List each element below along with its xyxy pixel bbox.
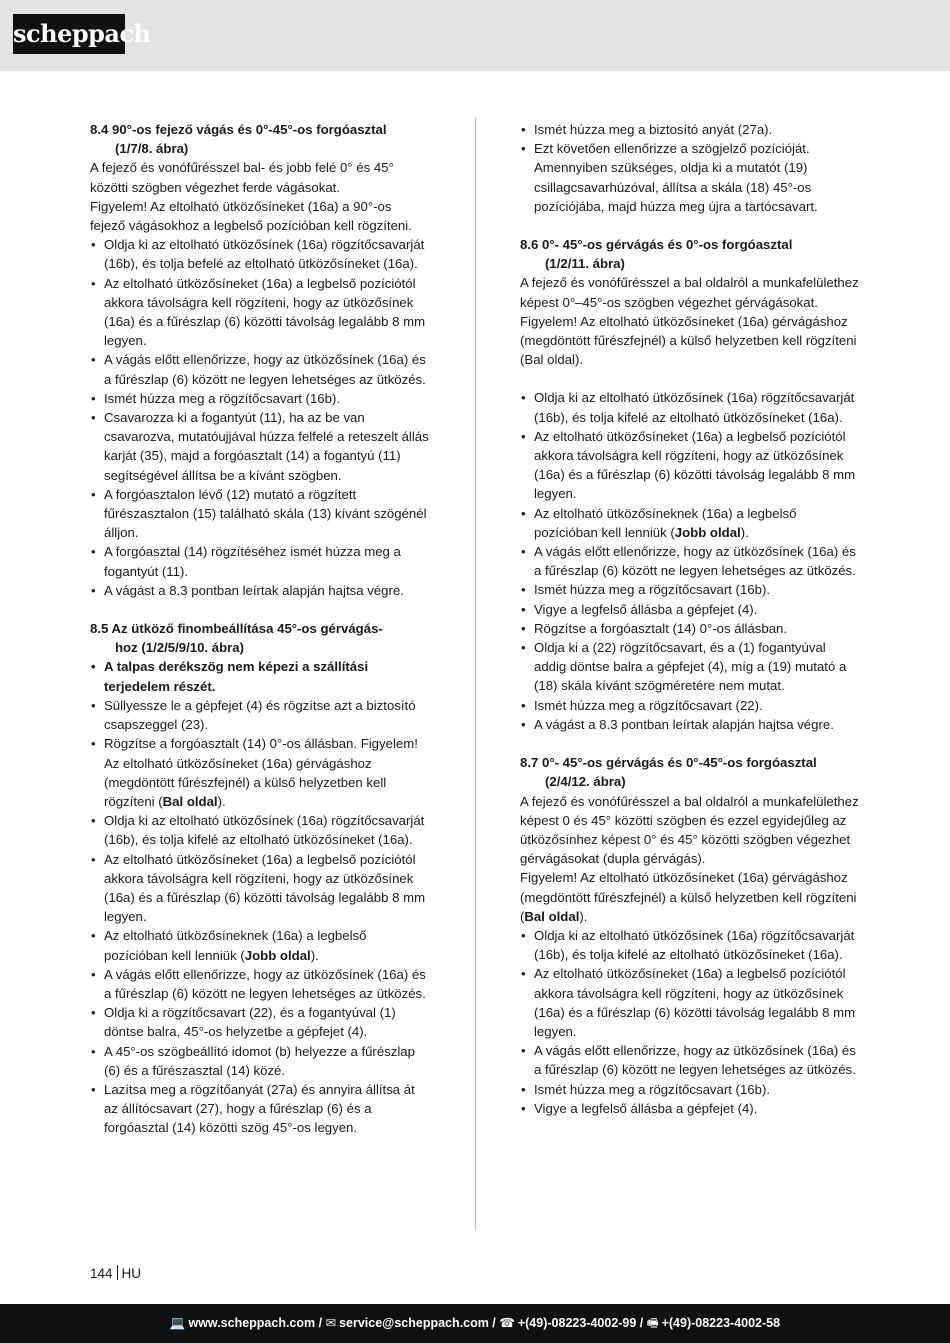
left-column <box>90 120 430 1138</box>
list-item: • Ismét húzza meg a biztosító anyát (27a). <box>520 120 860 139</box>
section-8-6-intro: A fejező és vonófűrésszel a bal oldalról a munkafelülethez képest 0°–45°-os szögben végezhet gérvágásokat. <box>520 275 859 310</box>
heading-line-1: 8.6 0°- 45°-os gérvágás és 0°-os forgóasztal <box>520 237 793 253</box>
scheppach-logo: scheppach <box>13 14 125 54</box>
page-number: 144 <box>90 1266 113 1281</box>
phone-number: +(49)-08223-4002-99 / <box>517 1316 644 1330</box>
phone-icon: ☎ <box>499 1316 515 1330</box>
section-8-6-warning: Figyelem! Az eltolható ütközősíneket (16a) gérvágáshoz (megdöntött fűrészfejnél) a külső helyzetben kell rögzíteni (Bal oldal). <box>520 313 857 368</box>
list-item: • Rögzítse a forgóasztalt (14) 0°-os állásban. <box>520 619 860 638</box>
list-item: • Vigye a legfelső állásba a gépfejet (4). <box>520 1099 860 1118</box>
list-item: • Ezt követően ellenőrizze a szögjelző pozícióját. Amennyiben szükséges, oldja ki a mutatót (19) csillagcsavarhúzóval, állítsa a skála (18) 45°-os pozíciójába, majd húzza meg újra a tartócsavart. <box>520 139 860 216</box>
page-footer <box>90 1265 141 1283</box>
section-8-7-intro: A fejező és vonófűrésszel a bal oldalról a munkafelülethez képest 0 és 45° közötti szögben és ezzel egyidejűleg az ütközősínhez képest 0° és 45° közötti szögben végezhet gérvágásokat (dupla gérvágás). <box>520 793 859 867</box>
section-8-5-list <box>90 657 430 1137</box>
list-item: • Az eltolható ütközősíneknek (16a) a legbelső pozícióban kell lenniük (Jobb oldal). <box>520 504 860 542</box>
language-code: HU <box>121 1266 142 1281</box>
heading-line-1: 8.4 90°-os fejező vágás és 0°-45°-os forgóasztal <box>90 122 387 137</box>
section-8-5-heading <box>90 619 430 657</box>
list-item: • Ismét húzza meg a rögzítőcsavart (16b). <box>90 389 430 408</box>
section-8-4-warning: Figyelem! Az eltolható ütközősíneket (16a) a 90°-os fejező vágásokhoz a legbelső pozícióban kell rögzíteni. <box>90 198 412 234</box>
computer-icon: 💻 <box>169 1316 186 1330</box>
list-item: • A vágás előtt ellenőrizze, hogy az ütközősínek (16a) és a fűrészlap (6) között ne legyen lehetséges az ütközés. <box>520 542 860 580</box>
list-item: • Lazítsa meg a rögzítőanyát (27a) és annyira állítsa át az állítócsavart (27), hogy a fűrészlap (6) és a forgóasztal (14) közötti szög 45°-os legyen. <box>90 1080 430 1138</box>
list-item: • A 45°-os szögbeállító idomot (b) helyezze a fűrészlap (6) és a fűrészasztal (14) közé. <box>90 1042 430 1080</box>
section-8-6-heading <box>520 235 860 273</box>
heading-line-2: (1/7/8. ábra) <box>115 141 189 157</box>
list-item: • Oldja ki az eltolható ütközősínek (16a) rögzítőcsavarját (16b), és tolja kifelé az eltolható ütközősíneket (16a). <box>520 926 860 964</box>
list-item: • A vágás előtt ellenőrizze, hogy az ütközősínek (16a) és a fűrészlap (6) között ne legyen lehetséges az ütközés. <box>520 1041 860 1079</box>
list-item: • A vágást a 8.3 pontban leírtak alapján hajtsa végre. <box>90 581 430 600</box>
list-item: • A vágást a 8.3 pontban leírtak alapján hajtsa végre. <box>520 715 860 734</box>
list-item: • A forgóasztal (14) rögzítéséhez ismét húzza meg a fogantyút (11). <box>90 542 430 580</box>
list-item: • Rögzítse a forgóasztalt (14) 0°-os állásban. Figyelem! Az eltolható ütközősíneket (16a) gérvágáshoz (megdöntött fűrészfejnél) a külső helyzetben kell rögzíteni (Bal oldal). <box>90 734 430 811</box>
column-divider <box>475 118 476 1230</box>
heading-line-2: (2/4/12. ábra) <box>545 774 626 790</box>
list-item: • Az eltolható ütközősíneknek (16a) a legbelső pozícióban kell lenniük (Jobb oldal). <box>90 926 430 964</box>
website-link[interactable]: www.scheppach.com / <box>188 1316 323 1330</box>
list-item: • Az eltolható ütközősíneket (16a) a legbelső pozíciótól akkora távolságra kell rögzíteni, hogy az ütközősínek (16a) és a fűrészlap (6) közötti távolság legalább 8 mm legyen. <box>90 850 430 927</box>
section-8-7-warning: Figyelem! Az eltolható ütközősíneket (16a) gérvágáshoz (megdöntött fűrészfejnél) a külső helyzetben kell rögzíteni (Bal oldal). <box>520 870 857 924</box>
list-item: • Az eltolható ütközősíneket (16a) a legbelső pozíciótól akkora távolságra kell rögzíteni, hogy az ütközősínek (16a) és a fűrészlap (6) közötti távolság legalább 8 mm legyen. <box>520 964 860 1041</box>
mail-icon: ✉ <box>325 1316 337 1330</box>
contact-bar <box>0 1304 950 1343</box>
right-column <box>520 120 860 1118</box>
list-item: • Ismét húzza meg a rögzítőcsavart (22). <box>520 696 860 715</box>
list-item: • A vágás előtt ellenőrizze, hogy az ütközősínek (16a) és a fűrészlap (6) között ne legyen lehetséges az ütközés. <box>90 965 430 1003</box>
list-item: • Csavarozza ki a fogantyút (11), ha az be van csavarozva, mutatóujjával húzza felfelé a reteszelt állás karját (35), majd a forgóasztalt (14) a fogantyú (11) segítségével állítsa be a kívánt szögben. <box>90 408 430 485</box>
list-item: • Ismét húzza meg a rögzítőcsavart (16b). <box>520 580 860 599</box>
email-link[interactable]: service@scheppach.com / <box>339 1316 496 1330</box>
list-item: • Oldja ki a (22) rögzítőcsavart, és a (1) fogantyúval addig döntse balra a gépfejet (4), míg a (19) mutató a (18) skála kívánt szögméretére nem mutat. <box>520 638 860 696</box>
heading-line-2: hoz (1/2/5/9/10. ábra) <box>115 640 244 656</box>
list-item: • Süllyessze le a gépfejet (4) és rögzítse azt a biztosító csapszeggel (23). <box>90 696 430 734</box>
header-bar <box>0 0 950 71</box>
list-item: • A forgóasztalon lévő (12) mutató a rögzített fűrészasztalon (15) található skála (13) kívánt szögénél álljon. <box>90 485 430 543</box>
heading-line-1: 8.7 0°- 45°-os gérvágás és 0°-45°-os forgóasztal <box>520 755 817 771</box>
section-8-4-intro: A fejező és vonófűrésszel bal- és jobb felé 0° és 45° közötti szögben végezhet ferde vágásokat. <box>90 160 394 195</box>
list-item: • Ismét húzza meg a rögzítőcsavart (16b). <box>520 1080 860 1099</box>
list-item-bold: • A talpas derékszög nem képezi a szállítási terjedelem részét. <box>90 657 430 695</box>
list-item: • Az eltolható ütközősíneket (16a) a legbelső pozíciótól akkora távolságra kell rögzíteni, hogy az ütközősínek (16a) és a fűrészlap (6) közötti távolság legalább 8 mm legyen. <box>520 427 860 504</box>
section-8-4-list <box>90 235 430 600</box>
list-item: • Oldja ki az eltolható ütközősínek (16a) rögzítőcsavarját (16b), és tolja befelé az eltolható ütközősíneket (16a). <box>90 235 430 273</box>
fax-icon: 🖷 <box>646 1316 659 1330</box>
list-item: • Oldja ki az eltolható ütközősínek (16a) rögzítőcsavarját (16b), és tolja kifelé az eltolható ütközősíneket (16a). <box>520 388 860 426</box>
list-item: • Az eltolható ütközősíneket (16a) a legbelső pozíciótól akkora távolságra kell rögzíteni, hogy az ütközősínek (16a) és a fűrészlap (6) közötti távolság legalább 8 mm legyen. <box>90 274 430 351</box>
section-8-7-list <box>520 926 860 1118</box>
list-item: • Vigye a legfelső állásba a gépfejet (4). <box>520 600 860 619</box>
list-item: • Oldja ki a rögzítőcsavart (22), és a fogantyúval (1) döntse balra, 45°-os helyzetbe a gépfejet (4). <box>90 1003 430 1041</box>
continued-list <box>520 120 860 216</box>
section-8-4-heading <box>90 120 430 158</box>
section-8-6-list <box>520 388 860 734</box>
fax-number: +(49)-08223-4002-58 <box>661 1316 781 1330</box>
section-8-7-heading <box>520 753 860 791</box>
list-item: • A vágás előtt ellenőrizze, hogy az ütközősínek (16a) és a fűrészlap (6) között ne legyen lehetséges az ütközés. <box>90 350 430 388</box>
heading-line-1: 8.5 Az ütköző finombeállítása 45°-os gérvágás- <box>90 621 383 637</box>
list-item: • Oldja ki az eltolható ütközősínek (16a) rögzítőcsavarját (16b), és tolja kifelé az eltolható ütközősíneket (16a). <box>90 811 430 849</box>
heading-line-2: (1/2/11. ábra) <box>545 256 625 272</box>
